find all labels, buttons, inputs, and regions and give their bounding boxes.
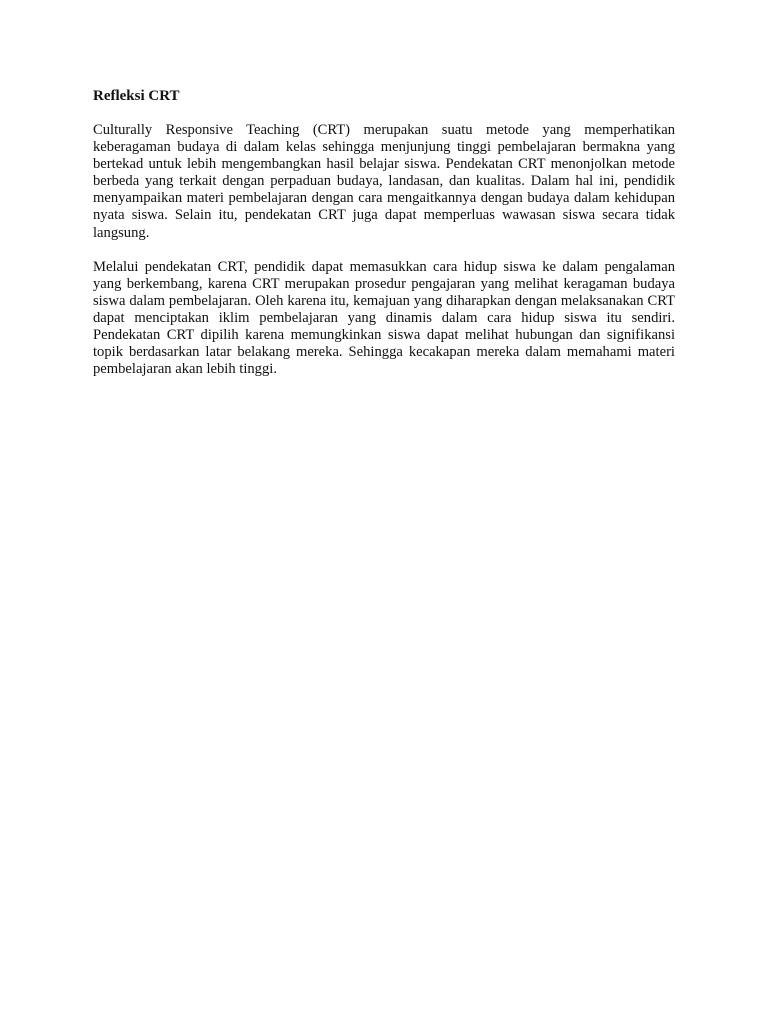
document-body <box>93 88 675 395</box>
paragraph-1: Culturally Responsive Teaching (CRT) merupakan suatu metode yang memperhatikan keberagaman budaya di dalam kelas sehingga menjunjung tinggi pembelajaran bermakna yang bertekad untuk lebih mengembangkan hasil belajar siswa. Pendekatan CRT menonjolkan metode berbeda yang terkait dengan perpaduan budaya, landasan, dan kualitas. Dalam hal ini, pendidik menyampaikan materi pembelajaran dengan cara mengaitkannya dengan budaya dalam kehidupan nyata siswa. Selain itu, pendekatan CRT juga dapat memperluas wawasan siswa secara tidak langsung. <box>93 122 675 241</box>
paragraph-2: Melalui pendekatan CRT, pendidik dapat memasukkan cara hidup siswa ke dalam pengalaman yang berkembang, karena CRT merupakan prosedur pengajaran yang melihat keragaman budaya siswa dalam pembelajaran. Oleh karena itu, kemajuan yang diharapkan dengan melaksanakan CRT dapat menciptakan iklim pembelajaran yang dinamis dalam cara hidup siswa itu sendiri. Pendekatan CRT dipilih karena memungkinkan siswa dapat melihat hubungan dan signifikansi topik berdasarkan latar belakang mereka. Sehingga kecakapan mereka dalam memahami materi pembelajaran akan lebih tinggi. <box>93 258 675 378</box>
document-title: Refleksi CRT <box>93 88 180 104</box>
